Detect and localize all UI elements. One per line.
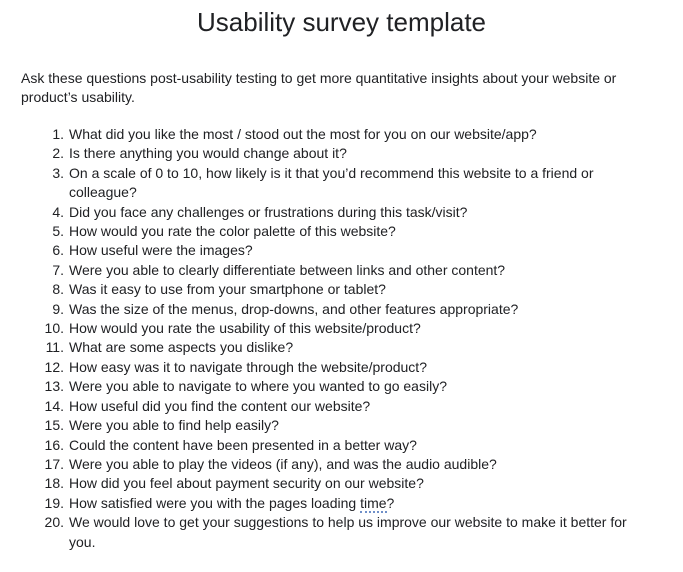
list-item-number: 1.: [52, 126, 64, 142]
list-item: [0, 455, 644, 474]
list-item: [0, 416, 644, 435]
list-item: [0, 474, 644, 493]
list-item-number: 12.: [44, 358, 64, 375]
list-item-text: How easy was it to navigate through the website/product?: [69, 358, 427, 375]
list-item-number: 6.: [52, 242, 64, 259]
list-item-text: How did you feel about payment security on our website?: [69, 475, 424, 492]
list-item-number: 3.: [52, 164, 64, 181]
list-item-number: 5.: [52, 223, 64, 240]
list-item-number: 11.: [45, 339, 64, 356]
list-item-number: 19.: [44, 494, 64, 511]
list-item-number: 18.: [44, 475, 64, 492]
list-item: [0, 125, 644, 144]
list-item-number: 17.: [44, 455, 64, 472]
list-item-number: 7.: [52, 261, 64, 278]
list-item: [0, 280, 644, 299]
document-title: Usability survey template: [197, 7, 486, 37]
list-item-number: 20.: [44, 514, 64, 531]
list-item-text: Was it easy to use from your smartphone or tablet?: [69, 281, 386, 298]
list-item: [0, 494, 644, 513]
list-item: [0, 261, 644, 280]
list-item-text: How useful were the images?: [69, 242, 253, 259]
list-item-text-end: ?: [386, 494, 395, 511]
list-item-text: Were you able to play the videos (if any), and was the audio audible?: [69, 455, 497, 472]
list-item-number: 13.: [44, 378, 64, 395]
list-item-text: Did you face any challenges or frustrations during this task/visit?: [69, 203, 468, 220]
list-item: [0, 144, 644, 163]
list-item-text: What did you like the most / stood out the most for you on our website/app?: [69, 126, 537, 142]
list-item-number: 2.: [52, 145, 64, 162]
list-item: [0, 358, 644, 377]
questions-list: [0, 125, 683, 552]
list-item: [0, 300, 644, 319]
list-item-text: Were you able to clearly differentiate between links and other content?: [69, 261, 506, 278]
list-item: [0, 319, 644, 338]
list-item-text: How would you rate the color palette of this website?: [69, 223, 396, 240]
list-item: [0, 241, 644, 260]
intro-paragraph: Ask these questions post-usability testing to get more quantitative insights about your website or product’s usability.: [21, 70, 617, 105]
list-item-text: We would love to get your suggestions to help us improve our website to make it better for you.: [69, 514, 627, 550]
list-item-number: 10.: [44, 320, 64, 337]
list-item: [0, 164, 644, 203]
list-item: [0, 222, 644, 241]
list-item-text: Is there anything you would change about it?: [69, 145, 347, 162]
list-item: [0, 397, 644, 416]
list-item-number: 15.: [44, 417, 64, 434]
list-item-number: 16.: [44, 436, 64, 453]
spellcheck-marked-word[interactable]: time: [360, 494, 387, 511]
list-item: [0, 513, 644, 552]
list-item-text: Were you able to navigate to where you wanted to go easily?: [69, 378, 447, 395]
list-item-number: 4.: [52, 203, 64, 220]
list-item: [0, 377, 644, 396]
list-item-text: Was the size of the menus, drop-downs, and other features appropriate?: [69, 300, 519, 317]
list-item-number: 14.: [44, 397, 64, 414]
list-item-text: How useful did you find the content our website?: [69, 397, 371, 414]
list-item: [0, 338, 644, 357]
list-item-text: [69, 494, 644, 513]
list-item-text-start: How satisfied were you with the pages loading: [69, 494, 361, 511]
list-item-number: 8.: [52, 281, 64, 298]
list-item-text: Were you able to find help easily?: [69, 417, 279, 434]
list-item: [0, 436, 644, 455]
list-item-text: Could the content have been presented in a better way?: [69, 436, 417, 453]
list-item-number: 9.: [52, 300, 64, 317]
list-item: [0, 203, 644, 222]
list-item-text: How would you rate the usability of this website/product?: [69, 320, 421, 337]
list-item-text: On a scale of 0 to 10, how likely is it that you’d recommend this website to a friend or colleague?: [69, 164, 594, 201]
list-item-text: What are some aspects you dislike?: [69, 339, 294, 356]
